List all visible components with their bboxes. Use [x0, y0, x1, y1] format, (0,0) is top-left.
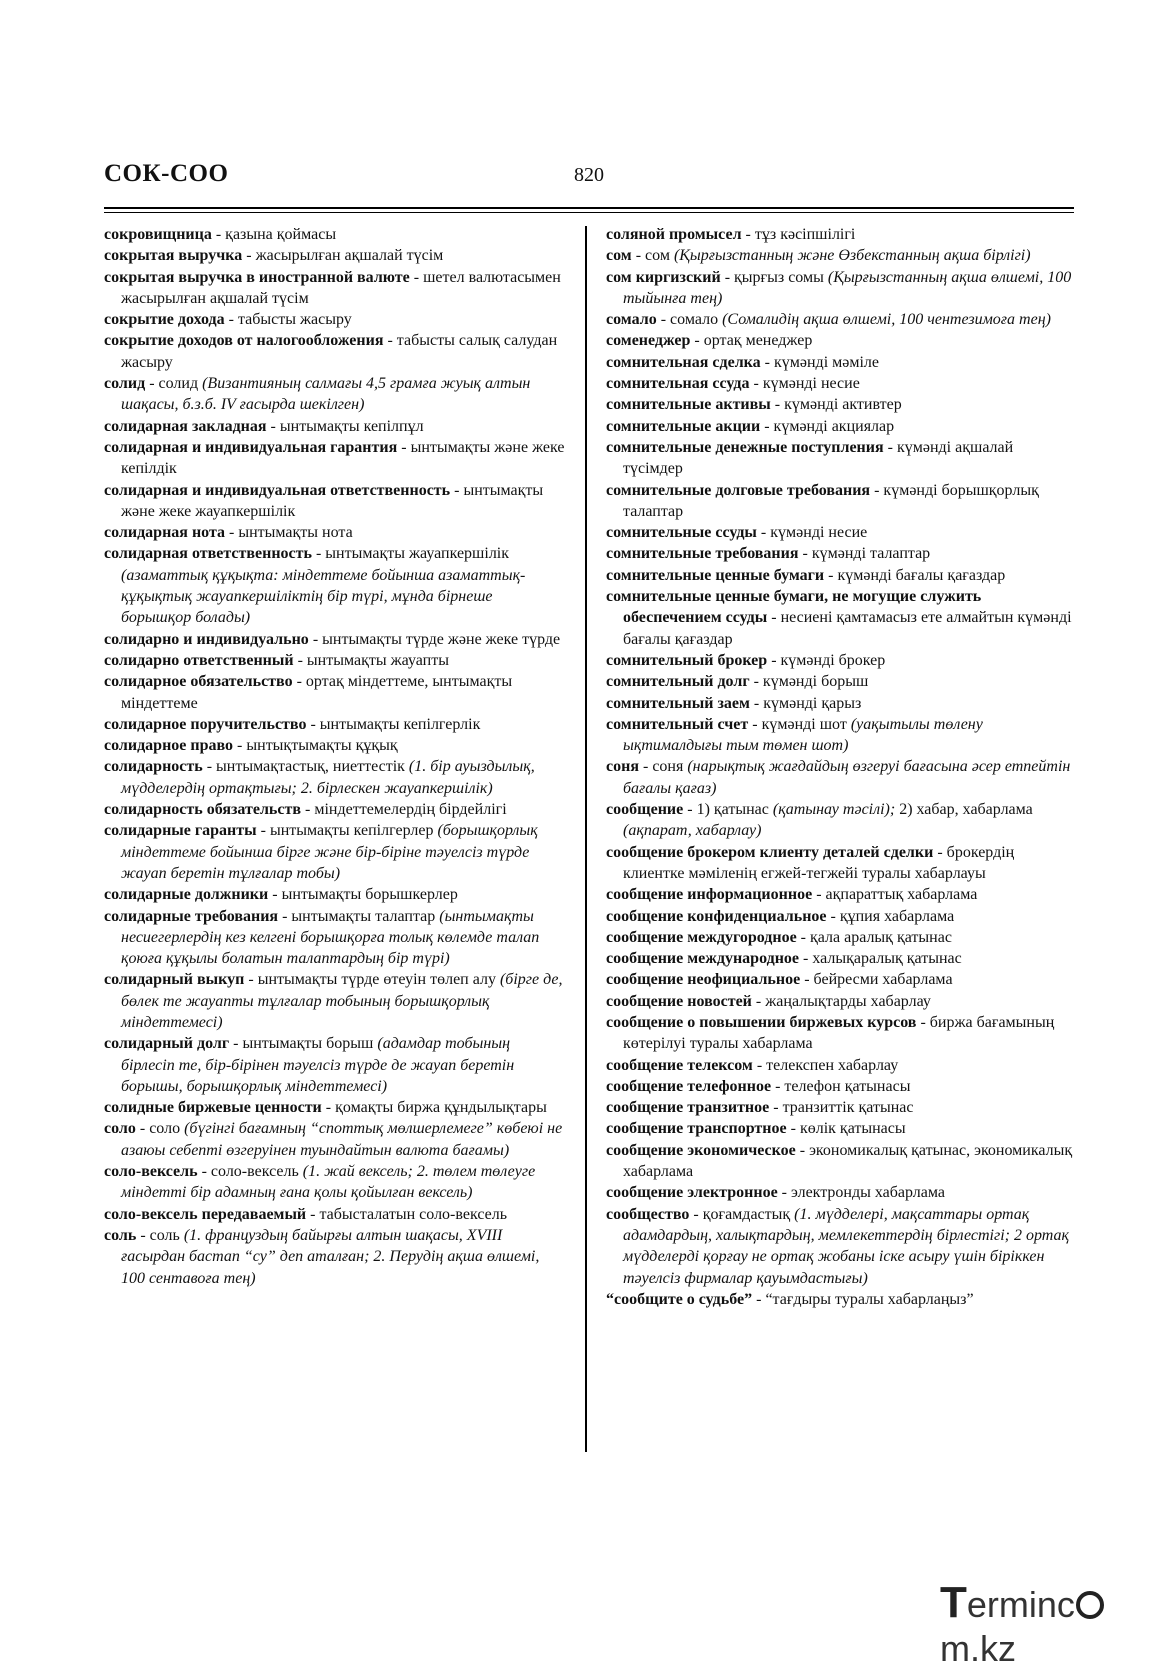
entry-term: соня	[606, 758, 639, 776]
entry-note: (1. жай вексель; 2. төлем төлеуге міндетті бір адамның ғана қолы қойылған вексель)	[121, 1163, 536, 1202]
entry-separator: -	[450, 481, 464, 499]
entry-separator: -	[752, 1056, 767, 1074]
entry-term: сомнительные ссуды	[606, 524, 757, 542]
entry-separator: -	[242, 247, 256, 265]
dictionary-entry	[606, 671, 1074, 692]
entry-separator: -	[397, 438, 411, 456]
entry-separator: -	[321, 1099, 336, 1117]
dictionary-entry	[606, 267, 1074, 310]
entry-term: сомнительный долг	[606, 673, 750, 691]
entry-translation: биржа бағамының көтерілуі туралы хабарлама	[623, 1013, 1055, 1053]
left-column	[104, 224, 566, 1289]
entry-term: сообщество	[606, 1205, 690, 1223]
entry-note: (Қырғызстанның ақша өлшемі, 100 тыйынға тең)	[623, 268, 1072, 307]
entry-separator: -	[136, 1226, 150, 1244]
entry-separator: -	[293, 651, 307, 669]
dictionary-entry	[606, 842, 1074, 885]
entry-translation: табысталатын соло-вексель	[319, 1205, 507, 1223]
dictionary-entry	[104, 756, 566, 799]
entry-note: (Қырғызстанның және Өзбекстанның ақша бірлігі)	[673, 247, 1031, 265]
entry-translation: қоғамдастық	[702, 1205, 795, 1223]
dictionary-entry	[104, 969, 566, 1033]
entry-translation: қомақты биржа құндылықтары	[335, 1099, 547, 1117]
entry-translation: бейресми хабарлама	[813, 971, 953, 989]
dictionary-entry	[104, 373, 566, 416]
entry-term: сом	[606, 247, 632, 265]
header-rule-thick	[104, 207, 1074, 209]
dictionary-entry	[606, 437, 1074, 480]
dictionary-entry	[606, 543, 1074, 564]
entry-term: солидные биржевые ценности	[104, 1099, 322, 1117]
entry-note: (бірге де, бөлек те жауапты тұлғалар тобының борышқорлық міндеттемесі)	[121, 971, 563, 1031]
entry-translation: ынтымақты талаптар	[291, 907, 440, 925]
entry-separator: -	[211, 226, 226, 243]
entry-translation: ынтымақты кепілпұл	[279, 417, 424, 435]
entry-translation: ынтымақты және жеке жауапкершілік	[121, 481, 544, 520]
entry-term: соменеджер	[606, 332, 691, 350]
dictionary-entry	[606, 1140, 1074, 1183]
entry-translation: күмәнді қарыз	[763, 694, 862, 712]
entry-term: солидарно ответственный	[104, 651, 294, 669]
dictionary-entry	[104, 1097, 566, 1118]
entry-translation: ортақ менеджер	[703, 332, 813, 350]
entry-term: сомнительная сделка	[606, 353, 761, 371]
dictionary-entry	[104, 629, 566, 650]
dictionary-entry	[606, 330, 1074, 351]
dictionary-entry	[606, 1204, 1074, 1289]
site-watermark-logo: Termincm.kz	[940, 1578, 1158, 1670]
dictionary-entry	[104, 1161, 566, 1204]
entry-term: солидарная и индивидуальная гарантия	[104, 438, 398, 456]
entry-separator: -	[689, 1205, 703, 1223]
entry-term: сообщение телефонное	[606, 1077, 772, 1095]
entry-translation: ынтымақты борышкерлер	[281, 886, 458, 904]
entry-translation: “тағдыры туралы хабарлаңыз”	[765, 1290, 974, 1308]
entry-term: “сообщите о судьбе”	[606, 1290, 753, 1308]
entry-term: солидарная закладная	[104, 417, 267, 435]
dictionary-entry	[104, 1033, 566, 1097]
dictionary-entry	[606, 884, 1074, 905]
dictionary-entry	[606, 1097, 1074, 1118]
entry-translation: телекспен хабарлау	[766, 1056, 899, 1074]
entry-translation-continued: 2) хабар, хабарлама	[895, 801, 1033, 819]
entry-translation: халықаралық қатынас	[812, 950, 962, 968]
entry-translation: күмәнді акциялар	[773, 417, 895, 435]
entry-translation: көлік қатынасы	[799, 1120, 906, 1138]
entry-translation: ынтықтымақты құқық	[246, 737, 398, 755]
entry-translation: күмәнді бағалы қағаздар	[837, 566, 1006, 584]
entry-separator: -	[306, 1205, 320, 1223]
entry-separator: -	[771, 1077, 785, 1095]
dictionary-entry	[606, 416, 1074, 437]
right-column	[606, 224, 1074, 1310]
entry-term: сообщение	[606, 801, 684, 819]
entry-translation: күмәнді брокер	[780, 651, 886, 669]
entry-term: сомнительные ценные бумаги, не могущие служить обеспечением ссуды	[606, 588, 982, 627]
entry-separator: -	[135, 1120, 150, 1138]
dictionary-entry	[606, 969, 1074, 990]
entry-term: солидарные должники	[104, 886, 269, 904]
dictionary-entry	[104, 714, 566, 735]
entry-translation: күмәнді несие	[770, 524, 868, 542]
dictionary-entry	[104, 416, 566, 437]
entry-note: (1. француздың байырғы алтын шақасы, XVIII ғасырдан бастап “су” деп аталған; 2. Перудің ақша өлшемі, 100 сентавоға тең)	[121, 1226, 540, 1287]
entry-note: (нарықтық жағдайдың өзгеруі бағасына әсер етпейтін бағалы қағаз)	[623, 758, 1071, 797]
entry-note: (азаматтық құқықта: міндеттеме бойынша азаматтық-құқықтық жауапкершіліктің бір түрі, мұнда бірнеше борышқор болады)	[121, 566, 526, 627]
entry-term: сомнительный счет	[606, 715, 749, 733]
entry-separator: -	[800, 971, 814, 989]
entry-note: (1. бір ауыздылық, мүдделердің ортақтығы; 2. бірлескен жауапкершілік)	[121, 758, 535, 797]
entry-separator: -	[308, 630, 323, 648]
dictionary-entry	[104, 543, 566, 628]
entry-separator: -	[383, 332, 397, 350]
dictionary-entry	[606, 394, 1074, 415]
entry-separator: -	[301, 801, 315, 819]
entry-term: сообщение неофициальное	[606, 971, 801, 989]
entry-term: сомнительный брокер	[606, 651, 768, 669]
dictionary-entry	[606, 948, 1074, 969]
entry-separator: -	[268, 886, 282, 904]
entry-term: сообщение телексом	[606, 1056, 753, 1074]
entry-translation: ынтымақты түрде және жеке түрде	[322, 630, 561, 648]
entry-translation: ынтымақты кепілгерлер	[269, 822, 438, 840]
entry-term: соль	[104, 1226, 137, 1244]
entry-separator: -	[916, 1013, 930, 1031]
entry-term: соло-вексель	[104, 1163, 198, 1181]
dictionary-entry	[104, 671, 566, 714]
entry-term: сокрытие дохода	[104, 311, 225, 329]
dictionary-entry	[606, 714, 1074, 757]
dictionary-entry	[104, 1225, 566, 1289]
entry-separator: -	[292, 673, 306, 691]
entry-separator: -	[202, 758, 217, 776]
entry-separator: -	[266, 417, 280, 435]
entry-translation: соня	[652, 758, 688, 776]
entry-translation: ортақ міндеттеме, ынтымақты міндеттеме	[121, 673, 513, 712]
entry-term: сообщение междугородное	[606, 928, 797, 946]
dictionary-entry	[104, 735, 566, 756]
entry-separator: -	[311, 545, 326, 563]
dictionary-entry	[606, 522, 1074, 543]
entry-separator: -	[870, 481, 884, 499]
entry-translation: құпия хабарлама	[839, 907, 955, 925]
entry-separator: -	[826, 907, 840, 925]
entry-translation: жасырылған ақшалай түсім	[255, 247, 444, 265]
entry-separator: -	[749, 673, 763, 691]
entry-term: солидарность обязательств	[104, 801, 301, 819]
entry-separator: -	[656, 311, 671, 329]
entry-separator: -	[741, 226, 755, 243]
dictionary-entry	[606, 1055, 1074, 1076]
entry-translation: сомало	[670, 311, 723, 329]
entry-separator: -	[770, 396, 785, 414]
entry-translation: күмәнді несие	[762, 375, 860, 393]
dictionary-entry	[104, 267, 566, 310]
entry-term: сокрытие доходов от налогообложения	[104, 332, 384, 350]
entry-separator: -	[233, 737, 247, 755]
entry-separator: -	[752, 1290, 766, 1308]
dictionary-entry	[606, 309, 1074, 330]
entry-separator: -	[760, 417, 774, 435]
entry-note: (Сомалидің ақша өлшемі, 100 чентезимоға тең)	[722, 311, 1051, 329]
entry-translation: ынтымақты борыш	[242, 1035, 378, 1053]
dictionary-entry	[606, 906, 1074, 927]
entry-translation: 1) қатынас	[696, 801, 773, 819]
entry-translation: брокердің клиентке мәміленің егжей-тегжейі туралы хабарлауы	[623, 843, 1015, 882]
entry-separator: -	[767, 609, 781, 627]
entry-separator: -	[824, 566, 838, 584]
entry-term: соло-вексель передаваемый	[104, 1205, 307, 1223]
entry-note: (1. мүдделері, мақсаттары ортақ адамдардың, халықтардың, мемлекеттердің бірлестігі; 2 ортақ мүдделерді қорғау не ортақ жобаны іске асыру үшін біріккен тәуелсіз фирмалар қауымдастығы)	[623, 1205, 1069, 1287]
entry-term: сообщение о повышении биржевых курсов	[606, 1013, 917, 1031]
entry-term: сообщение конфиденциальное	[606, 907, 827, 925]
entry-separator: -	[760, 353, 774, 371]
dictionary-entry	[104, 884, 566, 905]
entry-separator: -	[409, 268, 424, 286]
entry-separator: -	[812, 886, 826, 904]
entry-translation: ынтымақтастық, ниеттестік	[216, 758, 409, 776]
entry-note: (ынтымақты несиегерлердің кез келгені борышқорға толық көлемде талап қоюға құқылы болатын талаптардың бір түрі)	[121, 907, 540, 968]
entry-note: (борышқорлық міндеттеме бойынша бірге және бір-біріне тәуелсіз түрде жауап беретін тұлғалар тобы)	[121, 822, 538, 882]
entry-translation: күмәнді шот	[761, 715, 851, 733]
entry-separator: -	[256, 822, 270, 840]
dictionary-entry	[606, 586, 1074, 650]
page-number: 820	[574, 164, 604, 186]
entry-term: сомнительный заем	[606, 694, 750, 712]
entry-term: сообщение транзитное	[606, 1099, 770, 1117]
entry-separator: -	[933, 843, 947, 861]
entry-term: сомнительные активы	[606, 396, 771, 414]
entry-translation: жаңалықтарды хабарлау	[765, 992, 931, 1010]
entry-separator: -	[883, 438, 897, 456]
entry-separator: -	[748, 715, 762, 733]
entry-note: (қатынау тәсілі);	[772, 801, 896, 819]
dictionary-entry	[104, 650, 566, 671]
entry-translation: транзиттік қатынас	[782, 1099, 914, 1117]
dictionary-entry	[606, 480, 1074, 523]
entry-translation: шетел валютасымен жасырылған ақшалай түсім	[121, 268, 561, 307]
entry-term: солидарный выкуп	[104, 971, 245, 989]
dictionary-entry	[104, 522, 566, 543]
entry-translation: несиені қамтамасыз ете алмайтын күмәнді бағалы қағаздар	[623, 609, 1072, 648]
entry-term: сообщение брокером клиенту деталей сделки	[606, 843, 934, 861]
entry-translation: міндеттемелердің бірдейлігі	[314, 801, 507, 819]
entry-term: сомало	[606, 311, 657, 329]
dictionary-entry	[104, 799, 566, 820]
dictionary-entry	[104, 224, 566, 245]
dictionary-entry	[606, 693, 1074, 714]
entry-separator: -	[225, 524, 239, 542]
entry-separator: -	[720, 268, 735, 286]
dictionary-entry	[104, 1204, 566, 1225]
entry-translation: экономикалық қатынас, экономикалық хабарлама	[623, 1141, 1073, 1181]
entry-translation: ынтымақты кепілгерлік	[319, 715, 481, 733]
dictionary-entry	[104, 330, 566, 373]
entry-translation: тұз кәсіпшілігі	[754, 226, 856, 243]
entry-term: солидарность	[104, 758, 203, 776]
dictionary-entry	[606, 1012, 1074, 1055]
dictionary-entry	[606, 927, 1074, 948]
dictionary-entry	[606, 991, 1074, 1012]
entry-term: солидарное поручительство	[104, 715, 307, 733]
dictionary-entry	[606, 245, 1074, 266]
entry-term: сомнительные ценные бумаги	[606, 566, 825, 584]
entry-term: соляной промысел	[606, 226, 742, 243]
entry-translation: қала аралық қатынас	[810, 928, 952, 946]
entry-term: сомнительная ссуда	[606, 375, 750, 393]
entry-separator: -	[795, 1141, 810, 1159]
entry-separator: -	[278, 907, 292, 925]
dictionary-entry	[606, 650, 1074, 671]
entry-translation: табысты салық салудан жасыру	[121, 332, 558, 371]
dictionary-entry	[606, 799, 1074, 842]
entry-term: солидарная ответственность	[104, 545, 312, 563]
entry-separator: -	[798, 545, 812, 563]
entry-translation: ынтымақты жауапкершілік	[325, 545, 510, 563]
header-rule-thin	[104, 212, 1074, 213]
entry-separator: -	[799, 950, 813, 968]
column-divider	[585, 226, 587, 1452]
entry-separator: -	[767, 651, 781, 669]
entry-note: (Византияның салмағы 4,5 грамға жуық алтын шақасы, б.з.б. IV ғасырда шекілген)	[121, 375, 531, 414]
entry-translation: электронды хабарлама	[791, 1184, 945, 1202]
entry-translation: күмәнді борыш	[762, 673, 869, 691]
entry-separator: -	[306, 715, 320, 733]
entry-term: сообщение электронное	[606, 1184, 778, 1202]
watermark-circle-icon	[1076, 1591, 1104, 1619]
page-header-title: СОК-СОО	[104, 160, 229, 187]
entry-term: солидарная и индивидуальная ответственность	[104, 481, 451, 499]
entry-translation: күмәнді борышқорлық талаптар	[623, 481, 1039, 520]
dictionary-entry	[606, 224, 1074, 245]
entry-translation: солид	[158, 375, 203, 393]
entry-separator: -	[751, 992, 766, 1010]
entry-term: солидарно и индивидуально	[104, 630, 309, 648]
entry-separator: -	[796, 928, 810, 946]
entry-translation: ынтымақты түрде өтеуін төлеп алу	[257, 971, 500, 989]
entry-translation: телефон қатынасы	[784, 1077, 911, 1095]
entry-term: сомнительные денежные поступления	[606, 438, 884, 456]
entry-translation: ынтымақты жауапты	[306, 651, 449, 669]
entry-separator: -	[690, 332, 704, 350]
dictionary-entry	[606, 1289, 1074, 1310]
entry-note: (бүгінгі бағамның “споттық мөлшерлемеге” көбеюі не азаюы себепті өзгеруінен туындайтын валюта бағамы)	[121, 1120, 563, 1159]
entry-term: сообщение экономическое	[606, 1141, 796, 1159]
entry-separator: -	[638, 758, 653, 776]
entry-term: солид	[104, 375, 146, 393]
entry-term: соло	[104, 1120, 136, 1138]
entry-translation: күмәнді талаптар	[811, 545, 931, 563]
entry-translation: күмәнді ақшалай түсімдер	[623, 438, 1014, 478]
entry-separator: -	[145, 375, 159, 393]
entry-separator: -	[756, 524, 771, 542]
entry-term: сомнительные акции	[606, 417, 761, 435]
entry-translation: күмәнді мәміле	[773, 353, 880, 371]
dictionary-entry	[104, 906, 566, 970]
entry-translation: сом	[645, 247, 674, 265]
entry-translation: соло	[149, 1120, 185, 1138]
entry-separator: -	[769, 1099, 783, 1117]
entry-translation: соль	[149, 1226, 184, 1244]
entry-note: (адамдар тобының бірлесіп те, бір-бірінен тәуелсіз түрде де жауап беретін борышы, борышқорлық міндеттемесі)	[121, 1035, 515, 1095]
entry-separator: -	[749, 375, 763, 393]
entry-separator: -	[224, 311, 238, 329]
entry-note-secondary: (ақпарат, хабарлау)	[623, 822, 762, 840]
dictionary-entry	[606, 1182, 1074, 1203]
dictionary-entry	[606, 565, 1074, 586]
entry-term: солидарное право	[104, 737, 234, 755]
dictionary-entry	[606, 1118, 1074, 1139]
entry-separator: -	[244, 971, 258, 989]
dictionary-entry	[606, 373, 1074, 394]
entry-translation: қырғыз сомы	[734, 268, 828, 286]
entry-separator: -	[197, 1163, 211, 1181]
entry-separator: -	[631, 247, 646, 265]
entry-term: солидарное обязательство	[104, 673, 293, 691]
entry-translation: күмәнді активтер	[784, 396, 902, 414]
dictionary-entry	[606, 352, 1074, 373]
entry-term: сокрытая выручка	[104, 247, 243, 265]
entry-term: сообщение международное	[606, 950, 800, 968]
dictionary-entry	[104, 437, 566, 480]
entry-term: сообщение новостей	[606, 992, 752, 1010]
entry-term: солидарные гаранты	[104, 822, 257, 840]
entry-translation: табысты жасыру	[237, 311, 352, 329]
dictionary-entry	[606, 1076, 1074, 1097]
entry-separator: -	[749, 694, 764, 712]
entry-separator: -	[786, 1120, 800, 1138]
entry-translation: соло-вексель	[210, 1163, 303, 1181]
entry-term: сообщение информационное	[606, 886, 813, 904]
dictionary-entry	[104, 1118, 566, 1161]
entry-term: сокровищница	[104, 226, 212, 243]
entry-term: сокрытая выручка в иностранной валюте	[104, 268, 410, 286]
entry-translation: ақпараттық хабарлама	[825, 886, 978, 904]
entry-term: сообщение транспортное	[606, 1120, 787, 1138]
entry-separator: -	[229, 1035, 243, 1053]
entry-term: сомнительные требования	[606, 545, 799, 563]
dictionary-entry	[104, 245, 566, 266]
entry-translation: ынтымақты және жеке кепілдік	[121, 438, 565, 478]
entry-note: (уақытылы төлену ықтималдығы тым төмен шот)	[623, 715, 983, 755]
entry-term: сомнительные долговые требования	[606, 481, 871, 499]
dictionary-entry	[104, 480, 566, 523]
entry-translation: қазына қоймасы	[225, 226, 337, 243]
entry-translation: ынтымақты нота	[238, 524, 353, 542]
entry-term: сом киргизский	[606, 268, 721, 286]
entry-term: солидарные требования	[104, 907, 279, 925]
dictionary-entry	[104, 820, 566, 884]
entry-separator: -	[683, 801, 697, 819]
entry-separator: -	[777, 1184, 791, 1202]
dictionary-entry	[104, 309, 566, 330]
entry-term: солидарная нота	[104, 524, 226, 542]
dictionary-entry	[606, 756, 1074, 799]
entry-term: солидарный долг	[104, 1035, 230, 1053]
